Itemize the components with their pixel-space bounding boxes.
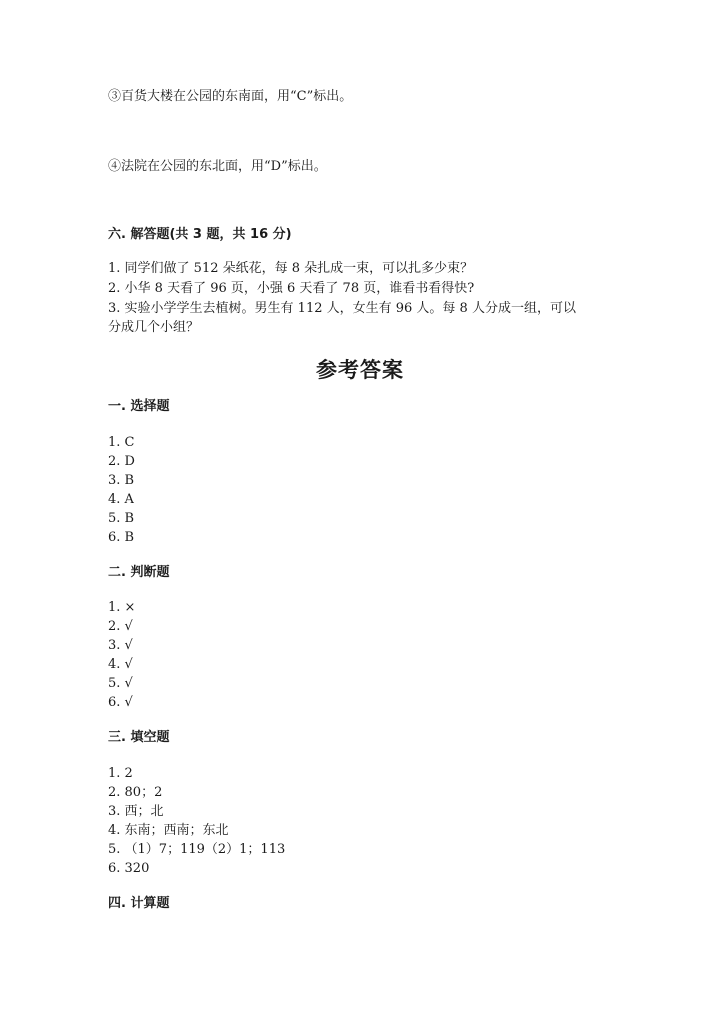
map-item-d: ④法院在公园的东北面，用“D”标出。: [108, 159, 327, 174]
answers-heading-calc: 四. 计算题: [108, 896, 170, 911]
question-3: 3. 实验小学学生去植树。男生有 112 人，女生有 96 人。每 8 人分成一组，可以: [108, 301, 576, 316]
map-item-c: ③百货大楼在公园的东南面，用“C”标出。: [108, 89, 353, 104]
answer-judge-6: 6. √: [108, 695, 133, 710]
answer-fill-3: 3. 西；北: [108, 804, 164, 819]
answer-judge-1: 1. ×: [108, 600, 136, 615]
answer-fill-1: 1. 2: [108, 766, 133, 781]
answer-fill-4: 4. 东南；西南；东北: [108, 823, 229, 838]
answer-judge-4: 4. √: [108, 657, 133, 672]
question-3-cont: 分成几个小组？: [108, 320, 200, 335]
answer-choice-2: 2. D: [108, 454, 135, 469]
answer-choice-3: 3. B: [108, 473, 135, 488]
answer-choice-4: 4. A: [108, 492, 134, 507]
answers-heading-fill: 三. 填空题: [108, 730, 170, 745]
answer-choice-1: 1. C: [108, 435, 135, 450]
answer-fill-2: 2. 80；2: [108, 785, 163, 800]
answer-judge-2: 2. √: [108, 619, 133, 634]
answers-heading-choice: 一. 选择题: [108, 399, 170, 414]
section-heading-6: 六. 解答题(共 3 题，共 16 分): [108, 227, 292, 242]
answer-choice-6: 6. B: [108, 530, 135, 545]
question-2: 2. 小华 8 天看了 96 页，小强 6 天看了 78 页，谁看书看得快?: [108, 281, 475, 296]
answer-choice-5: 5. B: [108, 511, 135, 526]
answers-title: 参考答案: [316, 358, 404, 382]
answers-heading-judge: 二. 判断题: [108, 565, 170, 580]
answer-fill-6: 6. 320: [108, 861, 150, 876]
answer-judge-3: 3. √: [108, 638, 133, 653]
answer-judge-5: 5. √: [108, 676, 133, 691]
answer-fill-5: 5. （1）7；119（2）1；113: [108, 842, 286, 857]
question-1: 1. 同学们做了 512 朵纸花，每 8 朵扎成一束，可以扎多少束？: [108, 261, 474, 276]
